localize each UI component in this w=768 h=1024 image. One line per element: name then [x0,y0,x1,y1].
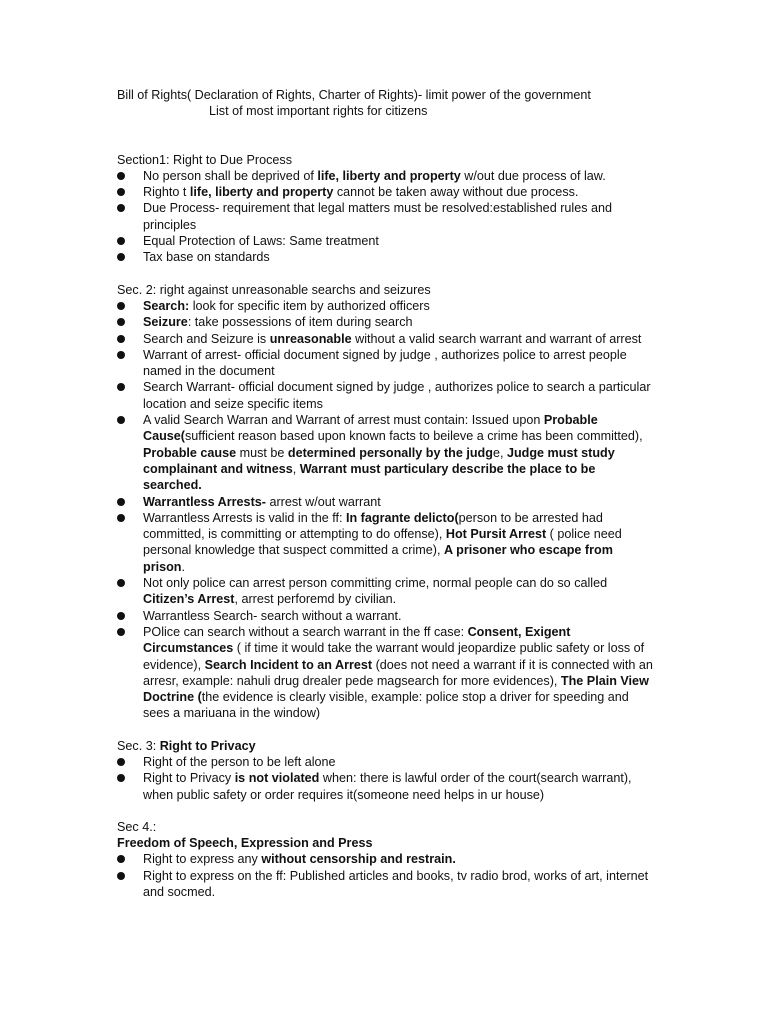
bullet-icon [117,612,125,620]
bullet-icon [117,758,125,766]
text-run: . [181,559,185,574]
list-item [117,249,657,265]
bullet-icon [117,872,125,880]
section-subheading [117,835,657,851]
text-run: Right to express on the ff: Published articles and books, tv radio brod, works of art, internet and socmed. [143,868,649,900]
list-item [117,298,657,314]
text-run: e, [492,445,507,460]
section-heading [117,282,657,298]
list-item [117,200,657,233]
text-run: Sec. 2: right against unreasonable searchs and seizures [117,282,431,297]
bold-text-run: Judge must study complainant and witness [143,445,615,476]
bold-text-run: Freedom of Speech, Expression and Press [117,836,373,851]
bold-text-run: Warrantless Arrests- [143,494,266,509]
bullet-icon [117,188,125,196]
text-run: (does not need a warrant if it is connected with an arresr, example: nahuli drug drealer pede magsearch for more evidences), [143,657,653,688]
list-item [117,412,657,493]
section-heading [117,819,657,835]
bullet-list [117,754,657,803]
text-run: must be [236,445,288,460]
list-item [117,314,657,330]
section-1 [117,152,657,266]
text-run: sufficient reason based upon known facts to beileve a crime has been committed), [185,429,643,444]
text-run: Not only police can arrest person committing crime, normal people can do so called [143,576,608,591]
bullet-list [117,851,657,900]
bold-text-run: A prisoner who escape from prison [143,543,613,574]
text-run: ( if time it would take the warrant would jeopardize public safety or loss of evidence), [143,641,645,672]
list-item [117,494,657,510]
text-run: Sec 4.: [117,819,157,834]
text-run: Right to Privacy [143,771,235,786]
bullet-icon [117,172,125,180]
bold-text-run: without censorship and restrain. [261,852,456,867]
list-item [117,624,657,722]
bold-text-run: Search Incident to an Arrest [204,657,373,672]
bold-text-run: Warrant must particulary describe the place to be searched. [143,461,596,493]
sections-container [117,152,657,901]
text-run: POlice can search without a search warrant in the ff case: [143,624,468,639]
bullet-icon [117,383,125,391]
bold-text-run: Hot Pursit Arrest [445,527,547,542]
bold-text-run: Right to Privacy [159,738,256,753]
text-run: No person shall be deprived of [143,168,318,183]
text-run: look for specific item by authorized officers [189,298,430,313]
bold-text-run: determined personally by the judg [287,445,493,460]
bullet-icon [117,416,125,424]
text-run: Tax base on standards [143,250,270,265]
section-heading [117,738,657,754]
bullet-list [117,168,657,266]
bold-text-run: life, liberty and property [317,168,461,183]
bold-text-run: unreasonable [269,331,352,346]
bold-text-run: In fagrante delicto( [345,510,459,525]
bold-text-run: The Plain View Doctrine ( [143,673,649,705]
bullet-icon [117,204,125,212]
section-heading [117,152,657,168]
text-run: without a valid search warrant and warrant of arrest [351,331,642,346]
bullet-icon [117,253,125,261]
section-2 [117,282,657,722]
bold-text-run: life, liberty and property [189,185,334,200]
section-4 [117,819,657,900]
list-item [117,379,657,412]
text-run: ( police need personal knowledge that suspect committed a crime), [143,527,622,558]
text-run: Equal Protection of Laws: Same treatment [143,234,379,249]
bold-text-run: Probable Cause( [143,413,598,444]
section-3 [117,738,657,803]
text-run: the evidence is clearly visible, example: police stop a driver for speeding and sees a mariuana in the window) [143,690,629,721]
list-item [117,851,657,867]
list-item [117,754,657,770]
text-run: Warrantless Arrests is valid in the ff: [143,510,346,525]
bullet-icon [117,855,125,863]
text-run: Search and Seizure is [143,331,270,346]
text-run: Section1: Right to Due Process [117,152,293,167]
text-run: w/out due process of law. [460,168,606,183]
text-run: : take possessions of item during search [187,315,413,330]
list-item [117,510,657,575]
list-item [117,770,657,803]
bullet-icon [117,335,125,343]
text-run: Right to express any [143,852,262,867]
bold-text-run: is not violated [234,771,320,786]
text-run: arrest w/out warrant [265,494,381,509]
bold-text-run: Citizen’s Arrest [143,592,235,607]
bullet-list [117,298,657,722]
bullet-icon [117,351,125,359]
list-item [117,608,657,624]
bullet-icon [117,302,125,310]
document-subtitle: List of most important rights for citizens [209,104,428,119]
bold-text-run: Seizure [143,315,188,330]
bullet-icon [117,774,125,782]
bullet-icon [117,237,125,245]
list-item [117,868,657,901]
document-body [117,87,657,916]
text-run: Warrantless Search- search without a warrant. [143,608,402,623]
list-item [117,575,657,608]
text-run: Right of the person to be left alone [143,754,336,769]
bullet-icon [117,579,125,587]
bullet-icon [117,498,125,506]
text-run: Due Process- requirement that legal matters must be resolved:established rules and principles [143,201,613,232]
text-run: when: there is lawful order of the court(search warrant), when public safety or order requires it(someone need helps in ur house) [143,771,632,802]
bullet-icon [117,514,125,522]
list-item [117,331,657,347]
text-run: Sec. 3: [117,738,160,753]
bold-text-run: Consent, Exigent Circumstances [143,624,571,656]
text-run: , arrest perforemd by civilian. [234,592,397,607]
bold-text-run: Search: [143,298,190,313]
text-run: Warrant of arrest- official document signed by judge , authorizes police to arrest people named in the document [143,347,627,379]
text-run: person to be arrested had committed, is committing or attempting to do offense), [143,510,603,542]
list-item [117,184,657,200]
bold-text-run: Probable cause [143,445,237,460]
text-run: , [292,461,300,476]
document-title: Bill of Rights( Declaration of Rights, Charter of Rights)- limit power of the government [117,88,591,102]
text-run: cannot be taken away without due process. [333,185,579,200]
text-run: A valid Search Warran and Warrant of arrest must contain: Issued upon [143,413,544,428]
bullet-icon [117,628,125,636]
list-item [117,347,657,380]
bullet-icon [117,318,125,326]
list-item [117,233,657,249]
text-run: Righto t [143,185,190,200]
text-run: Search Warrant- official document signed by judge , authorizes police to search a particular location and seize specific items [143,380,651,411]
list-item [117,168,657,184]
